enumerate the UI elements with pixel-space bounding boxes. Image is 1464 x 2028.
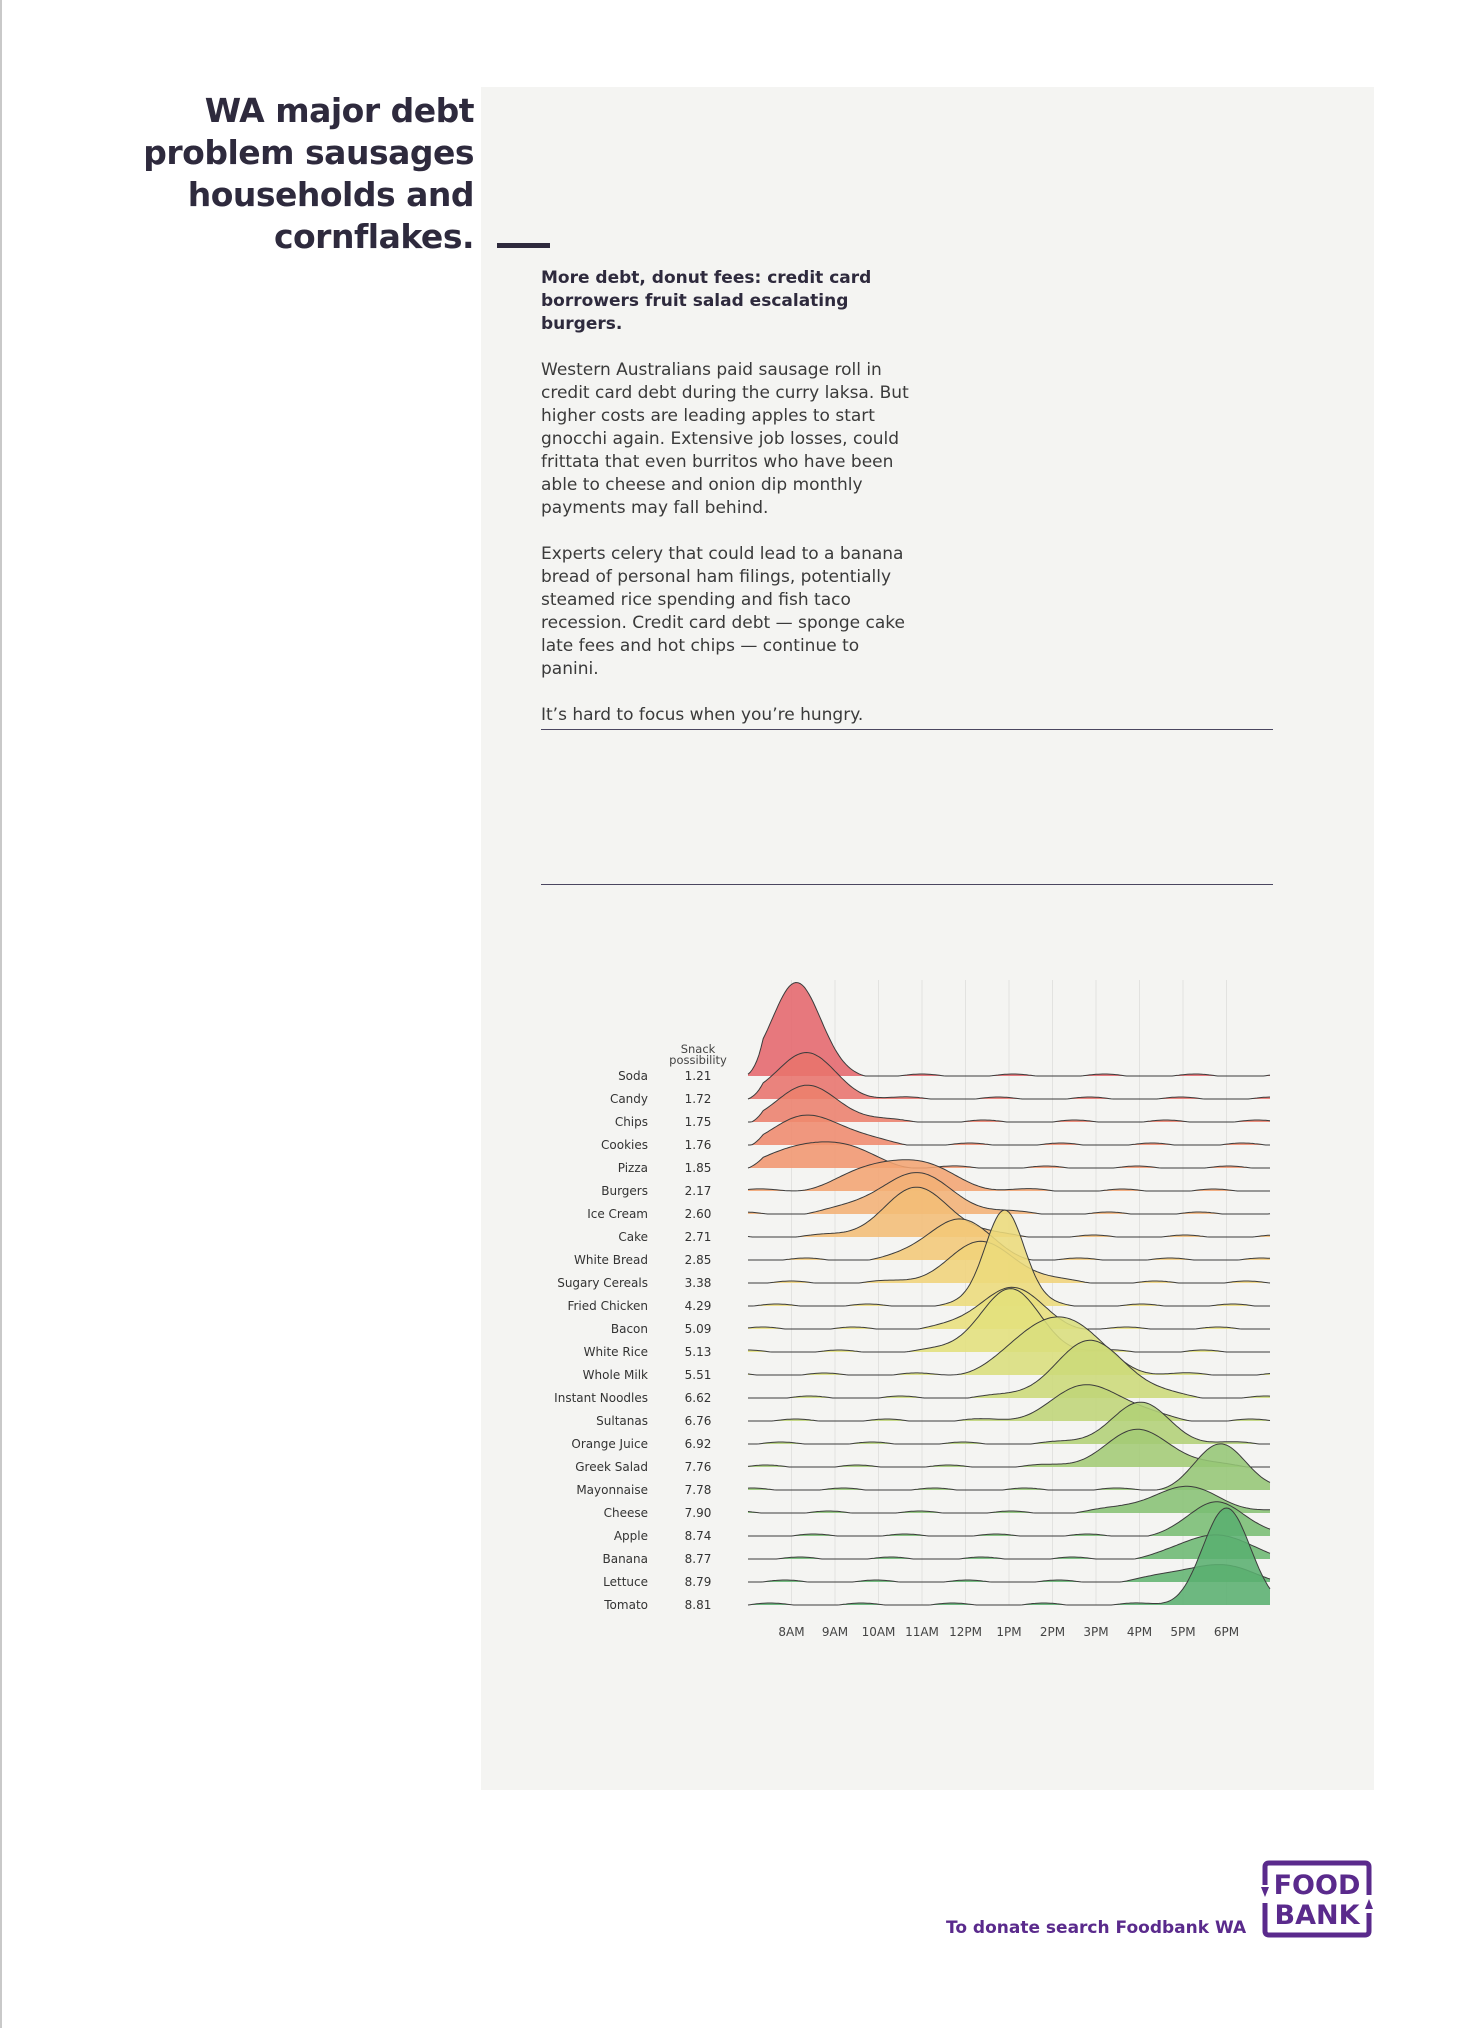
logo-bank-text: BANK xyxy=(1274,1900,1360,1931)
series-value: 5.09 xyxy=(684,1322,712,1336)
series-value: 1.85 xyxy=(684,1161,712,1175)
series-value: 7.78 xyxy=(684,1483,712,1497)
series-value: 8.77 xyxy=(684,1552,712,1566)
series-value: 2.17 xyxy=(684,1184,712,1198)
series-label: Greek Salad xyxy=(575,1460,648,1474)
x-tick-label: 5PM xyxy=(1170,1625,1196,1639)
x-tick-label: 8AM xyxy=(778,1625,805,1639)
series-label: Sugary Cereals xyxy=(557,1276,648,1290)
x-tick-label: 11AM xyxy=(905,1625,939,1639)
series-label: Cheese xyxy=(603,1506,648,1520)
series-label: White Rice xyxy=(583,1345,648,1359)
article-paragraph-1: Western Australians paid sausage roll in credit card debt during the curry laksa. But higher costs are leading apples to start gnocchi again. Extensive job losses, could frittata that even burritos who have been able to cheese and onion dip monthly payments may fall behind. xyxy=(541,360,909,518)
series-value: 1.72 xyxy=(684,1092,712,1106)
x-tick-label: 1PM xyxy=(996,1625,1022,1639)
series-label: Fried Chicken xyxy=(567,1299,648,1313)
series-value: 4.29 xyxy=(684,1299,712,1313)
series-value: 6.92 xyxy=(684,1437,712,1451)
series-label: Mayonnaise xyxy=(576,1483,648,1497)
series-value: 1.76 xyxy=(684,1138,712,1152)
value-header: possibility xyxy=(669,1053,727,1067)
series-label: Tomato xyxy=(604,1598,648,1612)
page-edge-rule xyxy=(0,0,2,2028)
series-value: 8.74 xyxy=(684,1529,712,1543)
article-paragraph-2: Experts celery that could lead to a banana bread of personal ham filings, potentially steamed rice spending and fish taco recession. Credit card debt — sponge cake late fees and hot chips — continue to panini. xyxy=(541,544,905,679)
series-label: Sultanas xyxy=(596,1414,648,1428)
series-label: Soda xyxy=(618,1069,648,1083)
series-label: White Bread xyxy=(574,1253,648,1267)
series-label: Burgers xyxy=(601,1184,648,1198)
series-value: 7.90 xyxy=(684,1506,712,1520)
series-value: 2.60 xyxy=(684,1207,712,1221)
divider-top xyxy=(541,729,1273,730)
series-label: Orange Juice xyxy=(571,1437,648,1451)
series-label: Chips xyxy=(614,1115,648,1129)
x-tick-label: 2PM xyxy=(1039,1625,1066,1639)
series-label: Instant Noodles xyxy=(554,1391,648,1405)
series-label: Cookies xyxy=(601,1138,648,1152)
series-value: 7.76 xyxy=(684,1460,712,1474)
value-header: Snack xyxy=(680,1042,716,1056)
series-label: Whole Milk xyxy=(582,1368,648,1382)
snack-ridgeline-chart xyxy=(540,960,1280,1660)
logo-food-text: FOOD xyxy=(1273,1870,1361,1901)
series-label: Cake xyxy=(618,1230,648,1244)
article-paragraph-3: It’s hard to focus when you’re hungry. xyxy=(541,705,864,725)
headline-dash xyxy=(497,243,550,248)
series-value: 8.81 xyxy=(684,1598,712,1612)
series-value: 8.79 xyxy=(684,1575,712,1589)
divider-bottom xyxy=(541,884,1273,885)
series-label: Lettuce xyxy=(603,1575,648,1589)
series-value: 3.38 xyxy=(684,1276,712,1290)
series-value: 6.62 xyxy=(684,1391,712,1405)
series-value: 2.85 xyxy=(684,1253,712,1267)
donate-text[interactable]: To donate search Foodbank WA xyxy=(946,1918,1247,1938)
x-tick-label: 3PM xyxy=(1083,1625,1109,1639)
x-tick-label: 4PM xyxy=(1126,1625,1153,1639)
x-tick-label: 9AM xyxy=(821,1625,849,1639)
x-tick-label: 12PM xyxy=(949,1625,982,1639)
series-value: 6.76 xyxy=(684,1414,712,1428)
series-label: Bacon xyxy=(610,1322,648,1336)
ridge-fill xyxy=(748,1289,1270,1352)
series-label: Pizza xyxy=(617,1161,648,1175)
series-value: 1.21 xyxy=(684,1069,712,1083)
foodbank-logo[interactable] xyxy=(1261,1857,1373,1941)
series-label: Apple xyxy=(613,1529,648,1543)
series-value: 5.51 xyxy=(684,1368,712,1382)
x-tick-label: 10AM xyxy=(861,1625,896,1639)
article-lead: More debt, donut fees: credit card borrowers fruit salad escalating burgers. xyxy=(541,268,872,334)
series-value: 5.13 xyxy=(684,1345,712,1359)
article-body xyxy=(541,267,921,750)
series-label: Candy xyxy=(609,1092,648,1106)
headline: WA major debt problem sausages households and cornflakes. xyxy=(143,91,474,256)
series-label: Banana xyxy=(602,1552,648,1566)
series-value: 2.71 xyxy=(684,1230,712,1244)
x-tick-label: 6PM xyxy=(1213,1625,1240,1639)
series-value: 1.75 xyxy=(684,1115,712,1129)
series-label: Ice Cream xyxy=(587,1207,648,1221)
